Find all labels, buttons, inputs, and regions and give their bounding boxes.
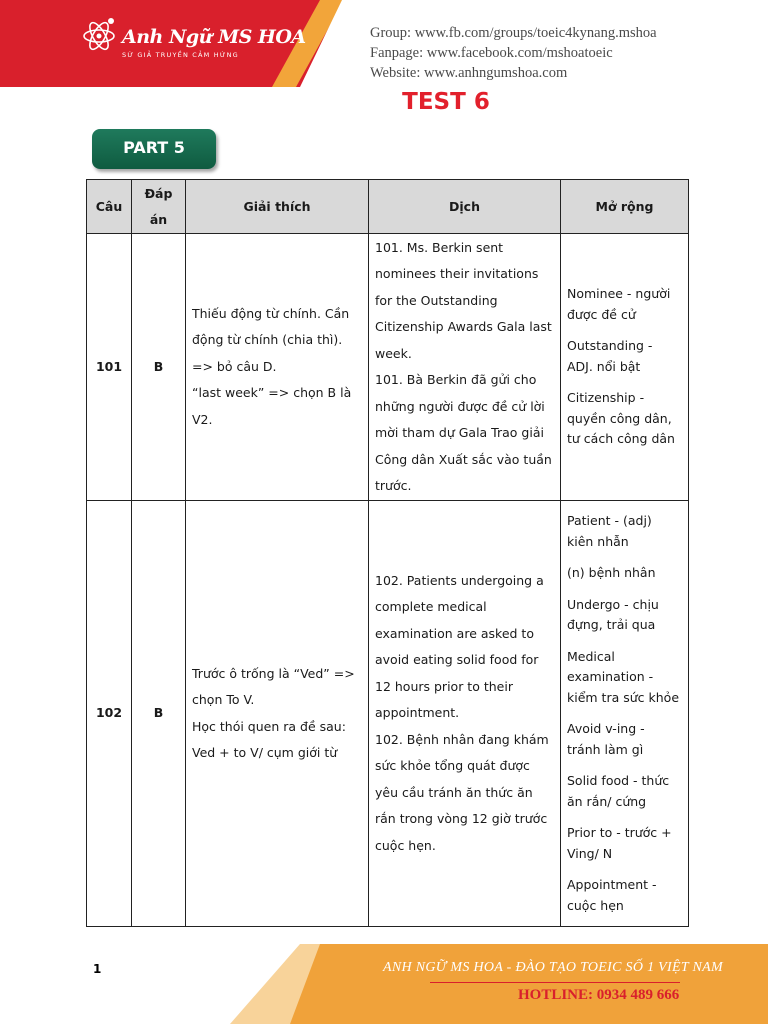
vocab-entry: Medical examination - kiểm tra sức khỏe [567,648,680,705]
footer-slogan: ANH NGỮ MS HOA - ĐÀO TẠO TOEIC SỐ 1 VIỆT NAM [383,960,723,975]
translation-line: nominees their invitations [375,266,539,281]
translation-line: 101. Ms. Berkin sent [375,239,504,255]
translation-cell [369,234,561,501]
translation-line: examination are asked to [375,625,534,641]
translation-line: 101. Bà Berkin đã gửi cho [375,372,537,387]
table-row [87,501,689,927]
header-dap-an-line2: án [149,211,168,227]
contact-group-link[interactable]: Group: www.fb.com/groups/toeic4kynang.mshoa [370,25,657,41]
footer-banner [290,944,768,1024]
part-badge: PART 5 [92,129,216,169]
translation-line: mời tham dự Gala Trao giải [375,425,544,440]
question-number: 102 [87,501,132,927]
logo-text: Anh Ngữ MS HOA [122,26,306,48]
explanation-line: V2. [192,411,213,427]
translation-cell [369,501,561,927]
explanation-line: Ved + to V/ cụm giới từ [192,745,338,760]
explanation-cell [186,234,369,501]
table-header-row [87,180,689,234]
translation-line: avoid eating solid food for [375,652,539,668]
translation-line: yêu cầu tránh ăn thức ăn [375,784,533,800]
header-cau: Câu [87,180,132,234]
header-giai-thich: Giải thích [186,180,369,234]
explanation-line: “last week” => chọn B là [192,385,352,401]
atom-logo-icon [82,16,120,54]
vocab-entry: Appointment - cuộc hẹn [567,877,657,913]
translation-line: Citizenship Awards Gala last [375,319,552,334]
explanation-line: => bỏ câu D. [192,358,277,374]
explanation-cell [186,501,369,927]
footer-hotline: HOTLINE: 0934 489 666 [518,987,680,1003]
header-dich: Dịch [369,180,561,234]
vocab-entry: (n) bệnh nhân [567,565,656,580]
vocab-entry: Solid food - thức ăn rắn/ cứng [567,773,670,809]
vocab-entry: Nominee - người được đề cử [567,286,671,322]
translation-line: 12 hours prior to their [375,678,513,694]
explanation-line: Học thói quen ra đề sau: [192,718,346,734]
translation-line: sức khỏe tổng quát được [375,758,530,774]
explanation-line: Trước ô trống là “Ved” => [192,665,355,681]
vocab-entry: Prior to - trước + Ving/ N [567,825,672,861]
translation-line: 102. Bệnh nhân đang khám [375,731,549,747]
question-number: 101 [87,234,132,501]
page-number: 1 [93,962,102,976]
header-mo-rong: Mở rộng [561,180,689,234]
explanation-line: động từ chính (chia thì). [192,332,343,348]
answer-letter: B [132,234,186,501]
contact-website-link[interactable]: Website: www.anhngumshoa.com [370,65,568,81]
footer-divider [430,982,680,983]
extension-cell [561,234,689,501]
translation-line: complete medical [375,599,487,615]
logo-tagline: SỨ GIẢ TRUYỀN CẢM HỨNG [122,51,239,59]
explanation-line: chọn To V. [192,692,255,707]
translation-line: Công dân Xuất sắc vào tuần [375,451,552,467]
contact-info [370,23,657,83]
table-row [87,234,689,501]
header-dap-an [132,180,186,234]
translation-line: appointment. [375,705,460,721]
page-title: TEST 6 [402,89,490,115]
header-dap-an-line1: Đáp [144,185,173,201]
explanation-line: Thiếu động từ chính. Cần [192,305,350,321]
translation-line: trước. [375,478,412,493]
extension-cell [561,501,689,927]
answer-table [86,179,689,927]
vocab-entry: Outstanding - ADJ. nổi bật [567,338,653,374]
contact-fanpage-link[interactable]: Fanpage: www.facebook.com/mshoatoeic [370,45,613,61]
answer-letter: B [132,501,186,927]
translation-line: rắn trong vòng 12 giờ trước [375,811,548,827]
translation-line: những người được đề cử lời [375,398,545,414]
vocab-entry: Avoid v-ing - tránh làm gì [567,721,645,757]
vocab-entry: Citizenship - quyền công dân, tư cách công dân [567,390,675,447]
translation-line: week. [375,345,412,361]
logo [82,16,306,60]
vocab-entry: Patient - (adj) kiên nhẫn [567,513,652,549]
translation-line: cuộc hẹn. [375,837,436,853]
translation-line: 102. Patients undergoing a [375,572,544,588]
vocab-entry: Undergo - chịu đựng, trải qua [567,596,659,632]
translation-line: for the Outstanding [375,292,498,308]
